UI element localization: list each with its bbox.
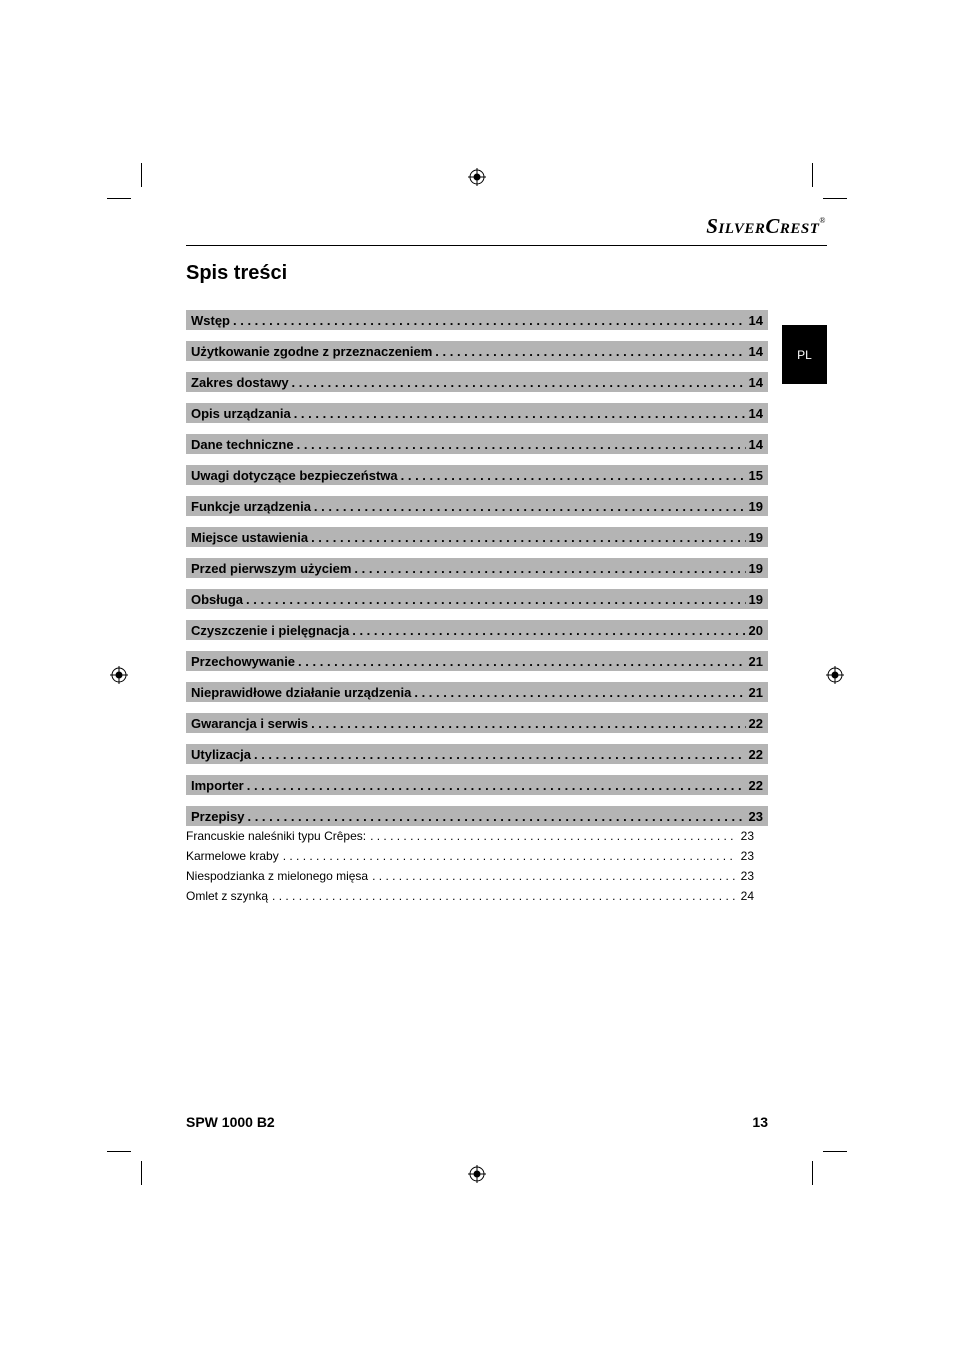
crop-mark (107, 1151, 131, 1152)
toc-entry[interactable] (186, 744, 768, 764)
toc-entry-label: Wstęp (191, 312, 230, 328)
registration-mark-icon (110, 666, 128, 684)
crop-mark (812, 163, 813, 187)
toc-leader-dots (435, 344, 745, 359)
toc-entry-label: Zakres dostawy (191, 374, 289, 390)
toc-entry-label: Dane techniczne (191, 436, 294, 452)
language-tab-label: PL (797, 347, 812, 362)
header-divider (186, 245, 827, 246)
toc-entry-page: 22 (748, 715, 763, 731)
toc-leader-dots (314, 499, 746, 514)
toc-leader-dots (246, 592, 746, 607)
toc-entry[interactable] (186, 806, 768, 826)
toc-entry[interactable] (186, 651, 768, 671)
toc-subentry-label: Francuskie naleśniki typu Crêpes: (186, 829, 367, 843)
toc-subentry-page: 24 (740, 889, 754, 903)
toc-entry-page: 14 (748, 343, 763, 359)
toc-entry-label: Nieprawidłowe działanie urządzenia (191, 684, 412, 700)
toc-entry-label: Funkcje urządzenia (191, 498, 311, 514)
toc-subentry-label: Niespodzianka z mielonego mięsa (186, 869, 369, 883)
toc-leader-dots (247, 809, 745, 824)
toc-entry-page: 21 (748, 684, 763, 700)
toc-entry[interactable] (186, 682, 768, 702)
toc-leader-dots (254, 747, 746, 762)
toc-entry[interactable] (186, 434, 768, 454)
toc-entry-page: 19 (748, 498, 763, 514)
toc-entry-page: 19 (748, 529, 763, 545)
toc-entry-label: Użytkowanie zgodne z przeznaczeniem (191, 343, 433, 359)
toc-leader-dots (294, 406, 746, 421)
toc-subentry-label: Karmelowe kraby (186, 849, 279, 863)
registration-mark-icon (468, 168, 486, 186)
toc-subentry-page: 23 (740, 829, 754, 843)
toc-entry-label: Opis urządzania (191, 405, 291, 421)
brand-logo (706, 214, 826, 239)
toc-entry-label: Przepisy (191, 808, 245, 824)
toc-leader-dots (298, 654, 745, 669)
toc-leader-dots (370, 829, 737, 843)
toc-leader-dots (311, 716, 745, 731)
toc-entry-page: 22 (748, 746, 763, 762)
crop-mark (823, 198, 847, 199)
toc-entry-label: Gwarancja i serwis (191, 715, 309, 731)
toc-subentry-page: 23 (740, 849, 754, 863)
toc-entry-page: 19 (748, 591, 763, 607)
toc-entry-page: 21 (748, 653, 763, 669)
toc-entry[interactable] (186, 341, 768, 361)
toc-entry-label: Miejsce ustawienia (191, 529, 309, 545)
toc-entry-label: Czyszczenie i pielęgnacja (191, 622, 350, 638)
toc-entry-page: 19 (748, 560, 763, 576)
toc-entry[interactable] (186, 620, 768, 640)
toc-subentry[interactable] (186, 826, 754, 846)
toc-leader-dots (247, 778, 746, 793)
crop-mark (823, 1151, 847, 1152)
footer-model: SPW 1000 B2 (186, 1114, 275, 1130)
crop-mark (141, 163, 142, 187)
toc-entry-page: 14 (748, 436, 763, 452)
toc-leader-dots (354, 561, 745, 576)
crop-mark (141, 1161, 142, 1185)
toc-leader-dots (272, 889, 737, 903)
toc-leader-dots (414, 685, 745, 700)
toc-entry[interactable] (186, 403, 768, 423)
toc-subentry-page: 23 (740, 869, 754, 883)
toc-entry-label: Uwagi dotyczące bezpieczeństwa (191, 467, 398, 483)
toc-entry-page: 14 (748, 374, 763, 390)
toc-entry-label: Obsługa (191, 591, 244, 607)
toc-leader-dots (283, 849, 737, 863)
footer-page-number: 13 (752, 1114, 768, 1130)
toc-entry-label: Utylizacja (191, 746, 251, 762)
crop-mark (812, 1161, 813, 1185)
toc-entry-page: 20 (748, 622, 763, 638)
toc-leader-dots (372, 869, 737, 883)
table-of-contents (186, 310, 768, 837)
page-title: Spis treści (186, 262, 288, 284)
toc-entry[interactable] (186, 465, 768, 485)
toc-entry[interactable] (186, 310, 768, 330)
toc-subentry[interactable] (186, 846, 754, 866)
crop-mark (107, 198, 131, 199)
toc-entry[interactable] (186, 775, 768, 795)
trademark-symbol: ® (819, 216, 826, 225)
language-tab (782, 325, 827, 384)
toc-entry[interactable] (186, 527, 768, 547)
toc-subentry[interactable] (186, 886, 754, 906)
toc-leader-dots (292, 375, 746, 390)
brand-name: SilverCrest (706, 214, 820, 238)
registration-mark-icon (826, 666, 844, 684)
toc-leader-dots (233, 313, 746, 328)
toc-leader-dots (297, 437, 746, 452)
toc-subentry[interactable] (186, 866, 754, 886)
registration-mark-icon (468, 1165, 486, 1183)
toc-entry-page: 22 (748, 777, 763, 793)
toc-subentry-label: Omlet z szynką (186, 889, 269, 903)
toc-leader-dots (352, 623, 745, 638)
toc-leader-dots (311, 530, 745, 545)
toc-entry-label: Przed pierwszym użyciem (191, 560, 352, 576)
toc-entry-label: Importer (191, 777, 244, 793)
toc-entry[interactable] (186, 589, 768, 609)
toc-entry-page: 14 (748, 405, 763, 421)
toc-leader-dots (401, 468, 746, 483)
toc-entry-page: 14 (748, 312, 763, 328)
toc-entry-page: 23 (748, 808, 763, 824)
toc-entry-page: 15 (748, 467, 763, 483)
toc-entry[interactable] (186, 558, 768, 578)
toc-entry[interactable] (186, 372, 768, 392)
table-of-contents-subentries (186, 826, 754, 906)
toc-entry-label: Przechowywanie (191, 653, 296, 669)
toc-entry[interactable] (186, 713, 768, 733)
toc-entry[interactable] (186, 496, 768, 516)
